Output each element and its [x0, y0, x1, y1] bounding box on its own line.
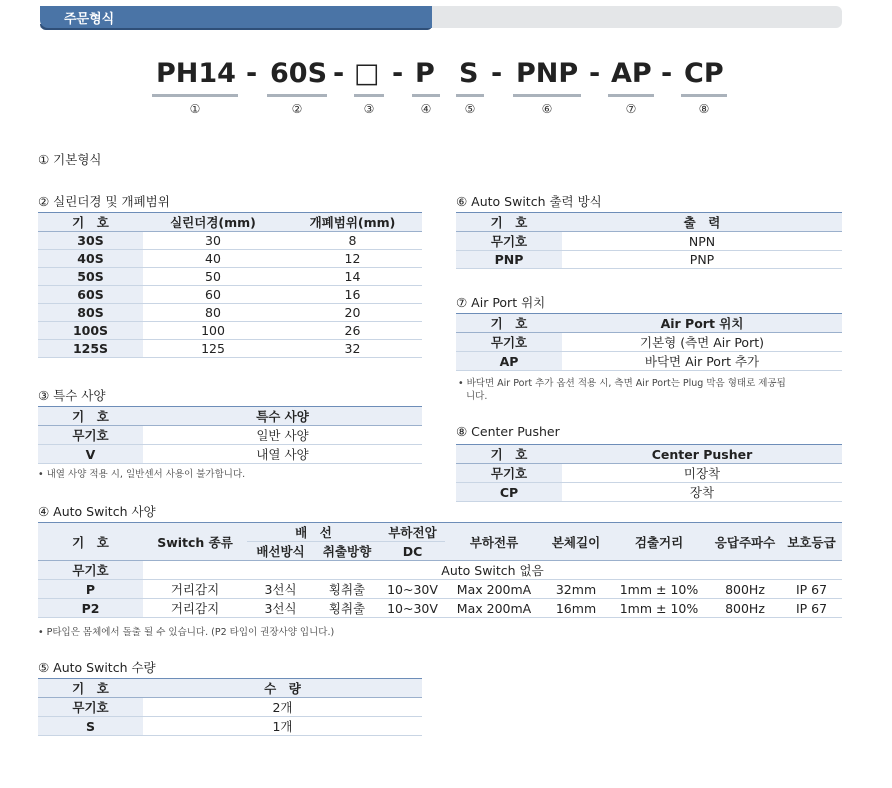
code-part-bore: 60S	[270, 58, 328, 89]
code-underline	[608, 94, 654, 97]
table-row	[456, 232, 842, 251]
column-header: 기 호	[456, 445, 562, 464]
column-header: 보호등급	[781, 523, 842, 561]
cell: 바닥면 Air Port 추가	[562, 352, 842, 371]
section-title-bore: ② 실린더경 및 개폐범위	[38, 194, 170, 209]
cell-key: 60S	[38, 286, 143, 304]
code-number: ⑥	[541, 102, 553, 116]
code-number: ④	[420, 102, 432, 116]
switch-qty-table	[38, 678, 422, 736]
cell-key: 무기호	[456, 232, 562, 251]
code-dash: -	[661, 58, 673, 89]
cell-key: PNP	[456, 251, 562, 269]
column-header: 부하전류	[445, 523, 543, 561]
table-row	[38, 445, 422, 464]
code-dash: -	[246, 58, 258, 89]
table-header-row	[456, 213, 842, 232]
code-part-qty: S	[459, 58, 479, 89]
code-dash: -	[392, 58, 404, 89]
bore-table	[38, 212, 422, 358]
table-row	[38, 286, 422, 304]
table-header-row	[456, 445, 842, 464]
cell-key: 무기호	[456, 464, 562, 483]
cell-key: 125S	[38, 340, 143, 358]
code-number: ③	[363, 102, 375, 116]
cell-key: 100S	[38, 322, 143, 340]
cell: 3선식	[247, 599, 314, 618]
column-header: Center Pusher	[562, 445, 842, 464]
code-underline	[152, 94, 238, 97]
cell-key: 무기호	[38, 426, 143, 445]
output-table	[456, 212, 842, 269]
cell: 횡취출	[314, 580, 380, 599]
table-row	[456, 464, 842, 483]
cell: Max 200mA	[445, 580, 543, 599]
cell: 10~30V	[380, 580, 445, 599]
code-underline	[354, 94, 384, 97]
code-number: ⑦	[625, 102, 637, 116]
cell-key: S	[38, 717, 143, 736]
table-row	[38, 250, 422, 268]
cell: 800Hz	[709, 599, 781, 618]
column-header: 배 선	[247, 523, 380, 542]
code-part-base: PH14	[156, 58, 236, 89]
cell: 16mm	[543, 599, 609, 618]
special-note: • 내열 사양 적용 시, 일반센서 사용이 불가합니다.	[38, 469, 246, 480]
column-header: 기 호	[456, 314, 562, 333]
table-header-row	[38, 213, 422, 232]
airport-note-line1: • 바닥면 Air Port 추가 옵션 적용 시, 측면 Air Port는 Plug 막음 형태로 제공됩	[458, 378, 786, 389]
code-underline	[267, 94, 327, 97]
section-title-basic: ① 기본형식	[38, 152, 102, 167]
cell: 거리감지	[143, 580, 247, 599]
cell: 32	[283, 340, 422, 358]
table-row	[456, 251, 842, 269]
column-header: 출 력	[562, 213, 842, 232]
table-header-row	[38, 523, 842, 542]
code-underline	[513, 94, 581, 97]
table-row	[38, 322, 422, 340]
cell: 1개	[143, 717, 422, 736]
code-dash: -	[333, 58, 345, 89]
code-number: ②	[291, 102, 303, 116]
table-row	[38, 304, 422, 322]
section-title-special: ③ 특수 사양	[38, 388, 106, 403]
column-header: 취출방향	[314, 542, 380, 561]
cell-key: AP	[456, 352, 562, 371]
column-header: 배선방식	[247, 542, 314, 561]
cell: 50	[143, 268, 283, 286]
table-row	[38, 426, 422, 445]
column-header: 기 호	[456, 213, 562, 232]
cell: 기본형 (측면 Air Port)	[562, 333, 842, 352]
table-row	[456, 352, 842, 371]
cell-key: P2	[38, 599, 143, 618]
cell: PNP	[562, 251, 842, 269]
cell-key: 50S	[38, 268, 143, 286]
cell: 2개	[143, 698, 422, 717]
column-header: 기 호	[38, 523, 143, 561]
cell: Max 200mA	[445, 599, 543, 618]
section-title-output: ⑥ Auto Switch 출력 방식	[456, 194, 602, 209]
code-underline	[456, 94, 484, 97]
cell: 800Hz	[709, 580, 781, 599]
code-number: ①	[189, 102, 201, 116]
table-row	[38, 717, 422, 736]
cell: 1mm ± 10%	[609, 599, 709, 618]
cell-key: CP	[456, 483, 562, 502]
section-title-center-pusher: ⑧ Center Pusher	[456, 424, 560, 439]
code-dash: -	[491, 58, 503, 89]
cell: 16	[283, 286, 422, 304]
switch-spec-table	[38, 522, 842, 618]
table-header-row	[38, 407, 422, 426]
cell: 60	[143, 286, 283, 304]
cell-key: 무기호	[38, 561, 143, 580]
table-row	[38, 268, 422, 286]
header-title: 주문형식	[64, 12, 115, 27]
cell: 1mm ± 10%	[609, 580, 709, 599]
table-row	[38, 698, 422, 717]
column-header: 기 호	[38, 407, 143, 426]
center-pusher-table	[456, 444, 842, 502]
cell: Auto Switch 없음	[143, 561, 842, 580]
cell: 거리감지	[143, 599, 247, 618]
cell-key: V	[38, 445, 143, 464]
special-table	[38, 406, 422, 464]
switch-spec-note: • P타입은 몸체에서 돌출 될 수 있습니다. (P2 타입이 권장사양 입니다.)	[38, 627, 335, 638]
column-header: 기 호	[38, 213, 143, 232]
cell: 미장착	[562, 464, 842, 483]
cell: 3선식	[247, 580, 314, 599]
code-part-switch: P	[415, 58, 435, 89]
table-row	[38, 561, 842, 580]
column-header: Air Port 위치	[562, 314, 842, 333]
cell: 125	[143, 340, 283, 358]
column-header: 본체길이	[543, 523, 609, 561]
cell: 80	[143, 304, 283, 322]
table-header-row	[456, 314, 842, 333]
cell: 32mm	[543, 580, 609, 599]
cell-key: 무기호	[38, 698, 143, 717]
column-header: 실린더경(mm)	[143, 213, 283, 232]
cell-key: P	[38, 580, 143, 599]
table-row	[38, 580, 842, 599]
table-row	[456, 483, 842, 502]
airport-note-line2: 니다.	[466, 391, 488, 402]
code-number: ⑤	[464, 102, 476, 116]
cell: IP 67	[781, 599, 842, 618]
section-title-switch-qty: ⑤ Auto Switch 수량	[38, 660, 156, 675]
cell: 26	[283, 322, 422, 340]
cell: 일반 사양	[143, 426, 422, 445]
table-row	[38, 232, 422, 250]
column-header: 개폐범위(mm)	[283, 213, 422, 232]
cell: 12	[283, 250, 422, 268]
column-header: 부하전압	[380, 523, 445, 542]
code-number: ⑧	[698, 102, 710, 116]
cell-key: 30S	[38, 232, 143, 250]
column-header: DC	[380, 542, 445, 561]
cell: 10~30V	[380, 599, 445, 618]
cell: 40	[143, 250, 283, 268]
cell: 14	[283, 268, 422, 286]
cell: 30	[143, 232, 283, 250]
cell-key: 40S	[38, 250, 143, 268]
cell: 8	[283, 232, 422, 250]
table-row	[38, 599, 842, 618]
column-header: 특수 사양	[143, 407, 422, 426]
table-row	[456, 333, 842, 352]
code-part-output: PNP	[516, 58, 579, 89]
column-header: Switch 종류	[143, 523, 247, 561]
section-title-airport: ⑦ Air Port 위치	[456, 295, 546, 310]
cell: IP 67	[781, 580, 842, 599]
cell: 20	[283, 304, 422, 322]
section-title-switch-spec: ④ Auto Switch 사양	[38, 504, 156, 519]
airport-table	[456, 313, 842, 371]
code-part-pusher: CP	[684, 58, 724, 89]
cell-key: 무기호	[456, 333, 562, 352]
column-header: 응답주파수	[709, 523, 781, 561]
column-header: 기 호	[38, 679, 143, 698]
code-part-airport: AP	[611, 58, 652, 89]
column-header: 검출거리	[609, 523, 709, 561]
column-header: 수 량	[143, 679, 422, 698]
table-row	[38, 340, 422, 358]
cell: 내열 사양	[143, 445, 422, 464]
code-part-special: □	[354, 58, 380, 89]
cell: NPN	[562, 232, 842, 251]
cell: 횡취출	[314, 599, 380, 618]
cell: 장착	[562, 483, 842, 502]
code-dash: -	[589, 58, 601, 89]
cell: 100	[143, 322, 283, 340]
table-header-row	[38, 679, 422, 698]
code-underline	[412, 94, 440, 97]
code-underline	[681, 94, 727, 97]
cell-key: 80S	[38, 304, 143, 322]
